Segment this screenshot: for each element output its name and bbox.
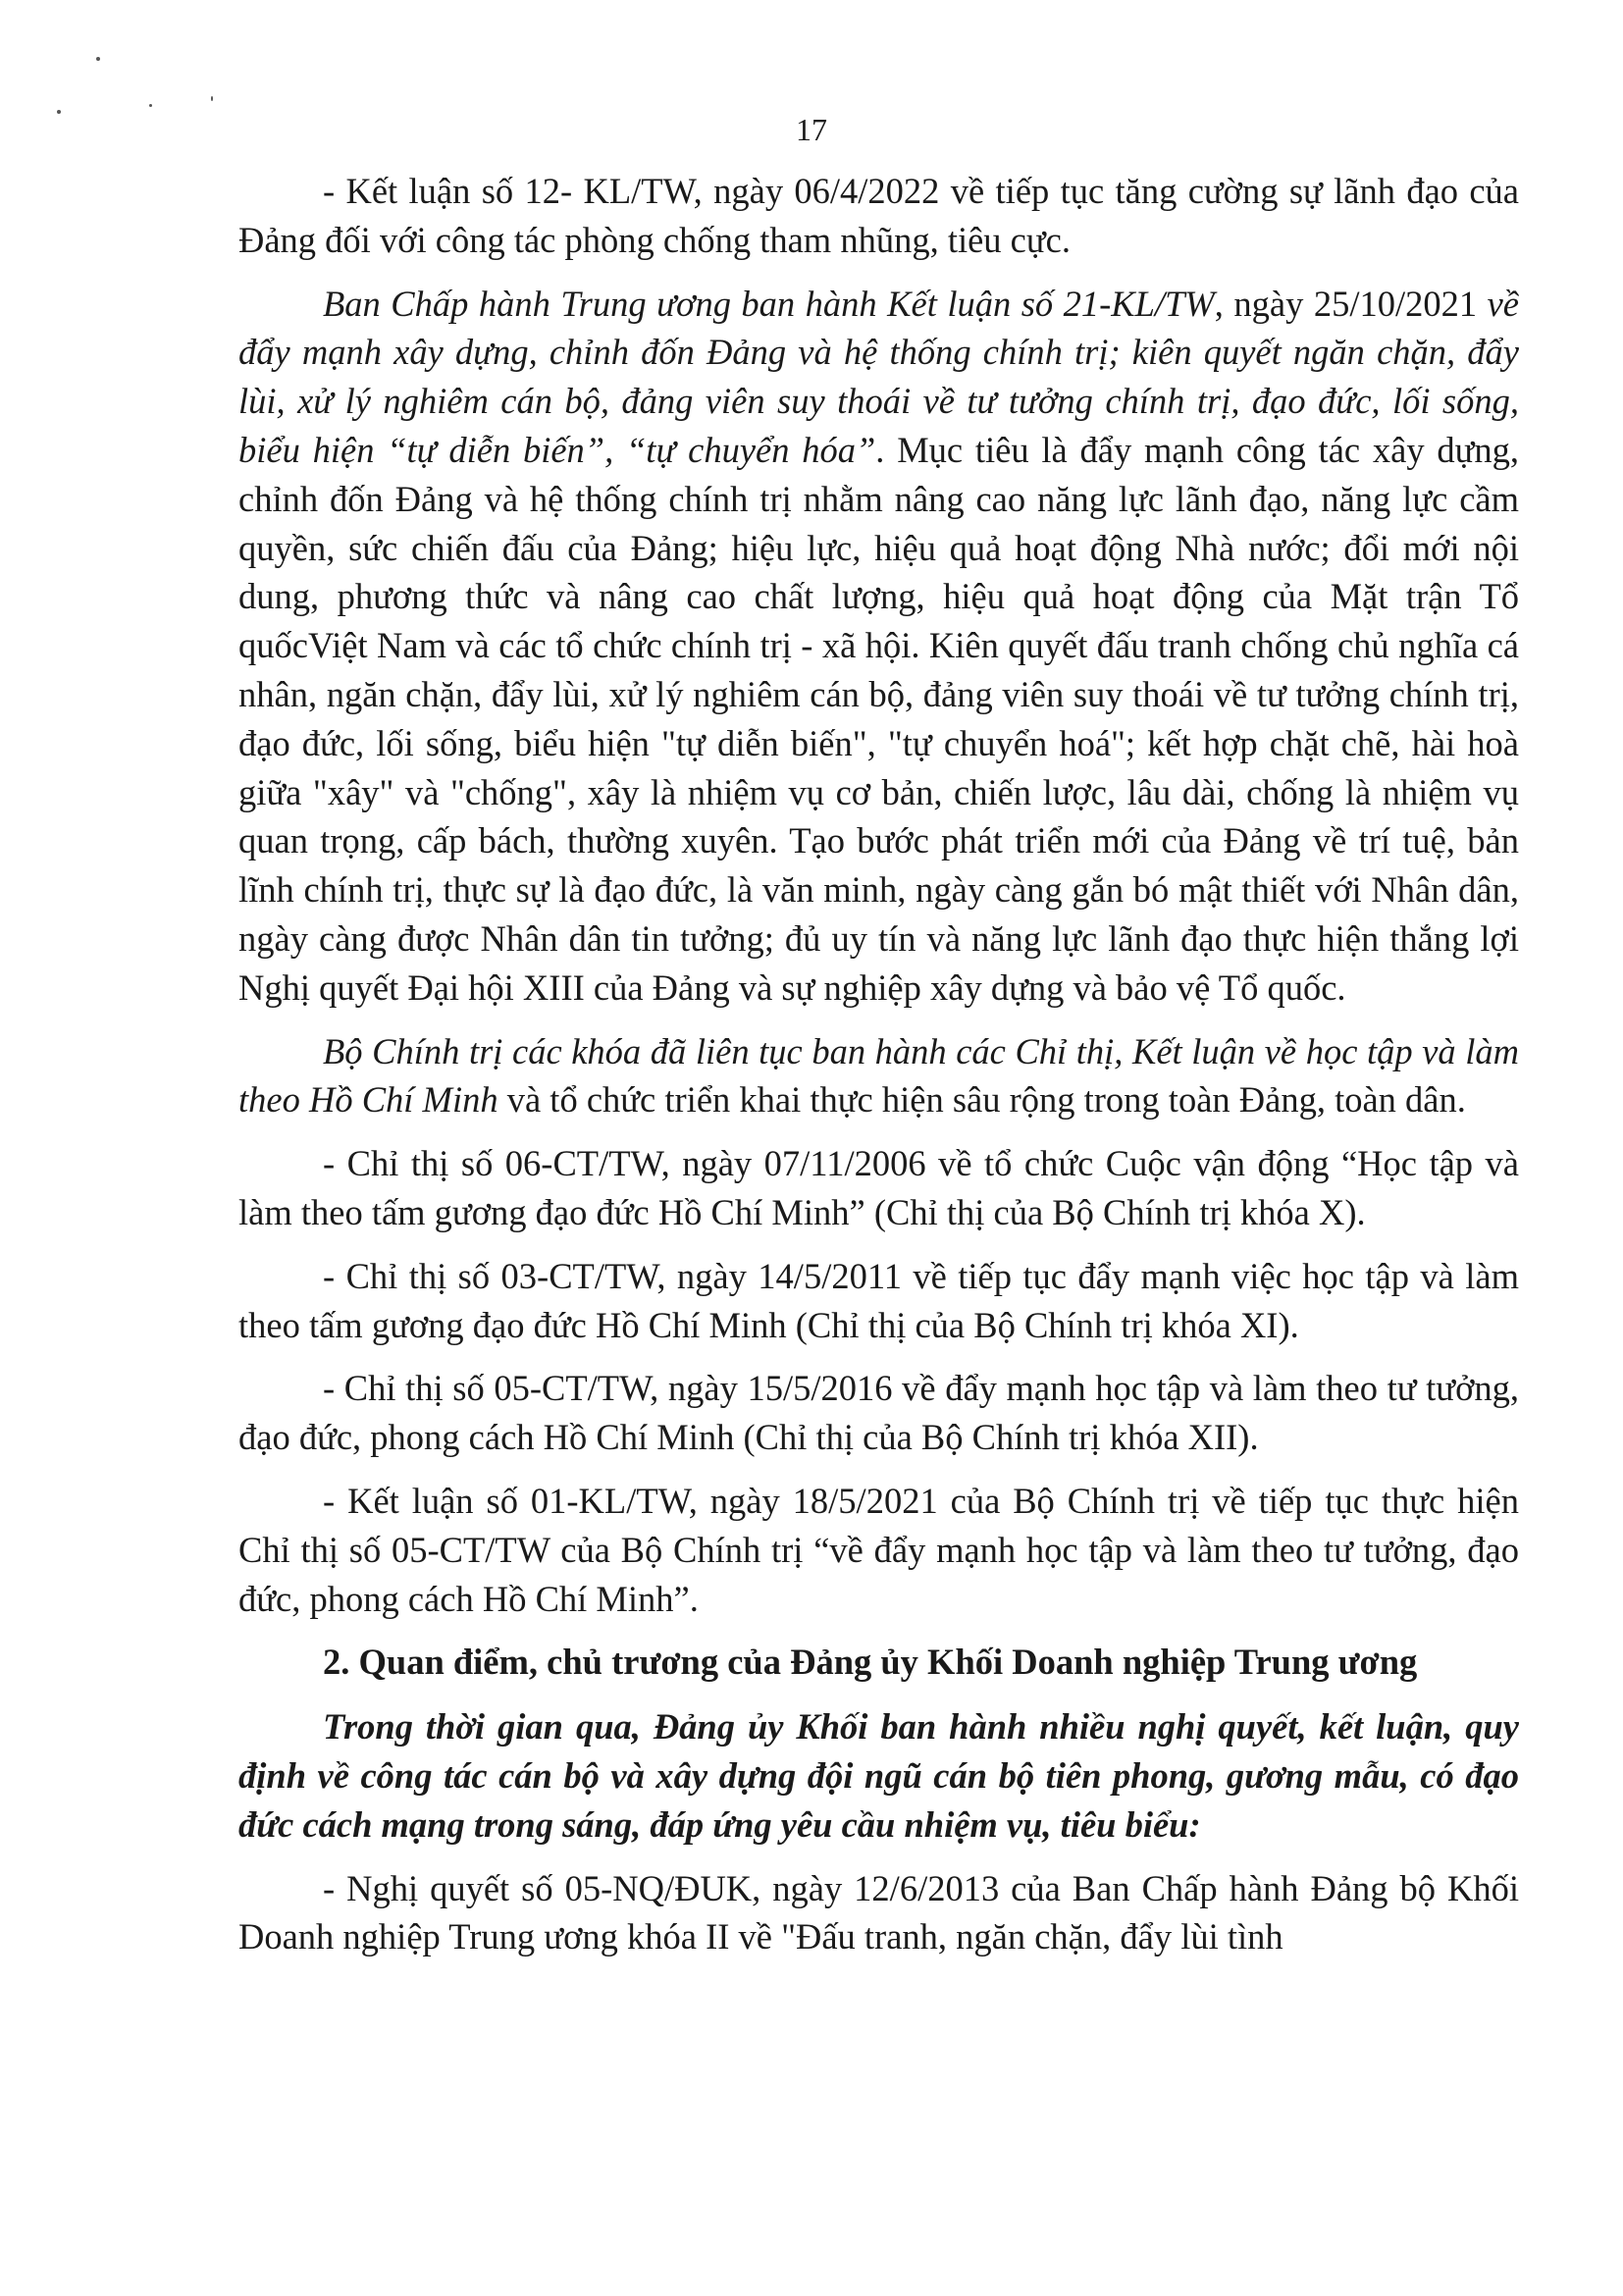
text-run: , ngày 25/10/2021: [1214, 283, 1488, 324]
italic-text-run: về đẩy mạnh xây dựng, chỉnh đốn Đảng và hệ thống chính trị; kiên quyết ngăn chặn, đẩy lùi, xử lý nghiêm cán bộ, đảng viên suy thoái về tư tưởng chính trị, đạo đức, lối sống, biểu hiện “tự diễn biến”, “tự chuyển hóa”: [238, 283, 1519, 470]
italic-text-run: Ban Chấp hành Trung ương ban hành Kết luận số 21-KL/TW: [323, 283, 1215, 324]
document-body: [238, 167, 1519, 1976]
text-run: và tổ chức triển khai thực hiện sâu rộng trong toàn Đảng, toàn dân.: [497, 1079, 1466, 1121]
body-paragraph: [238, 167, 1519, 265]
body-paragraph: [238, 1252, 1519, 1350]
text-run: - Chỉ thị số 03-CT/TW, ngày 14/5/2011 về tiếp tục đẩy mạnh việc học tập và làm theo tấm gương đạo đức Hồ Chí Minh (Chỉ thị của Bộ Chính trị khóa XI).: [238, 1255, 1519, 1345]
text-run: - Nghị quyết số 05-NQ/ĐUK, ngày 12/6/2013 của Ban Chấp hành Đảng bộ Khối Doanh nghiệp Trung ương khóa II về "Đấu tranh, ngăn chặn, đẩy lùi tình: [238, 1867, 1519, 1957]
body-paragraph: [238, 1139, 1519, 1237]
emphasis-paragraph: [238, 1702, 1519, 1849]
text-run: 2. Quan điểm, chủ trương của Đảng ủy Khối Doanh nghiệp Trung ương: [323, 1642, 1418, 1683]
text-run: Trong thời gian qua, Đảng ủy Khối ban hành nhiều nghị quyết, kết luận, quy định về công tác cán bộ và xây dựng đội ngũ cán bộ tiên phong, gương mẫu, có đạo đức cách mạng trong sáng, đáp ứng yêu cầu nhiệm vụ, tiêu biểu:: [238, 1706, 1519, 1845]
body-paragraph: [238, 1364, 1519, 1462]
body-paragraph: [238, 1477, 1519, 1623]
text-run: - Kết luận số 01-KL/TW, ngày 18/5/2021 của Bộ Chính trị về tiếp tục thực hiện Chỉ thị số 05-CT/TW của Bộ Chính trị “về đẩy mạnh học tập và làm theo tư tưởng, đạo đức, phong cách Hồ Chí Minh”.: [238, 1480, 1519, 1619]
text-run: - Chỉ thị số 06-CT/TW, ngày 07/11/2006 về tổ chức Cuộc vận động “Học tập và làm theo tấm gương đạo đức Hồ Chí Minh” (Chỉ thị của Bộ Chính trị khóa X).: [238, 1143, 1519, 1232]
italic-text-run: Bộ Chính trị các khóa đã liên tục ban hành các Chỉ thị, Kết luận về học tập và làm theo Hồ Chí Minh: [238, 1030, 1519, 1121]
text-run: - Kết luận số 12- KL/TW, ngày 06/4/2022 về tiếp tục tăng cường sự lãnh đạo của Đảng đối với công tác phòng chống tham nhũng, tiêu cực.: [238, 171, 1519, 260]
text-run: . Mục tiêu là đẩy mạnh công tác xây dựng, chỉnh đốn Đảng và hệ thống chính trị nhằm nâng cao năng lực lãnh đạo, năng lực cầm quyền, sức chiến đấu của Đảng; hiệu lực, hiệu quả hoạt động Nhà nước; đổi mới nội dung, phương thức và nâng cao chất lượng, hiệu quả hoạt động của Mặt trận Tổ quốcViệt Nam và các tổ chức chính trị - xã hội. Kiên quyết đấu tranh chống chủ nghĩa cá nhân, ngăn chặn, đẩy lùi, xử lý nghiêm cán bộ, đảng viên suy thoái về tư tưởng chính trị, đạo đức, lối sống, biểu hiện "tự diễn biến", "tự chuyển hoá"; kết hợp chặt chẽ, hài hoà giữa "xây" và "chống", xây là nhiệm vụ cơ bản, chiến lược, lâu dài, chống là nhiệm vụ quan trọng, cấp bách, thường xuyên. Tạo bước phát triển mới của Đảng về trí tuệ, bản lĩnh chính trị, thực sự là đạo đức, là văn minh, ngày càng gắn bó mật thiết với Nhân dân, ngày càng được Nhân dân tin tưởng; đủ uy tín và năng lực lãnh đạo thực hiện thắng lợi Nghị quyết Đại hội XIII của Đảng và sự nghiệp xây dựng và bảo vệ Tổ quốc.: [238, 429, 1519, 1008]
body-paragraph: [238, 280, 1519, 1013]
body-paragraph: [238, 1864, 1519, 1962]
text-run: - Chỉ thị số 05-CT/TW, ngày 15/5/2016 về đẩy mạnh học tập và làm theo tư tưởng, đạo đức, phong cách Hồ Chí Minh (Chỉ thị của Bộ Chính trị khóa XII).: [238, 1368, 1519, 1458]
section-heading: [238, 1638, 1519, 1687]
body-paragraph: [238, 1027, 1519, 1125]
page-number: 17: [796, 112, 827, 147]
